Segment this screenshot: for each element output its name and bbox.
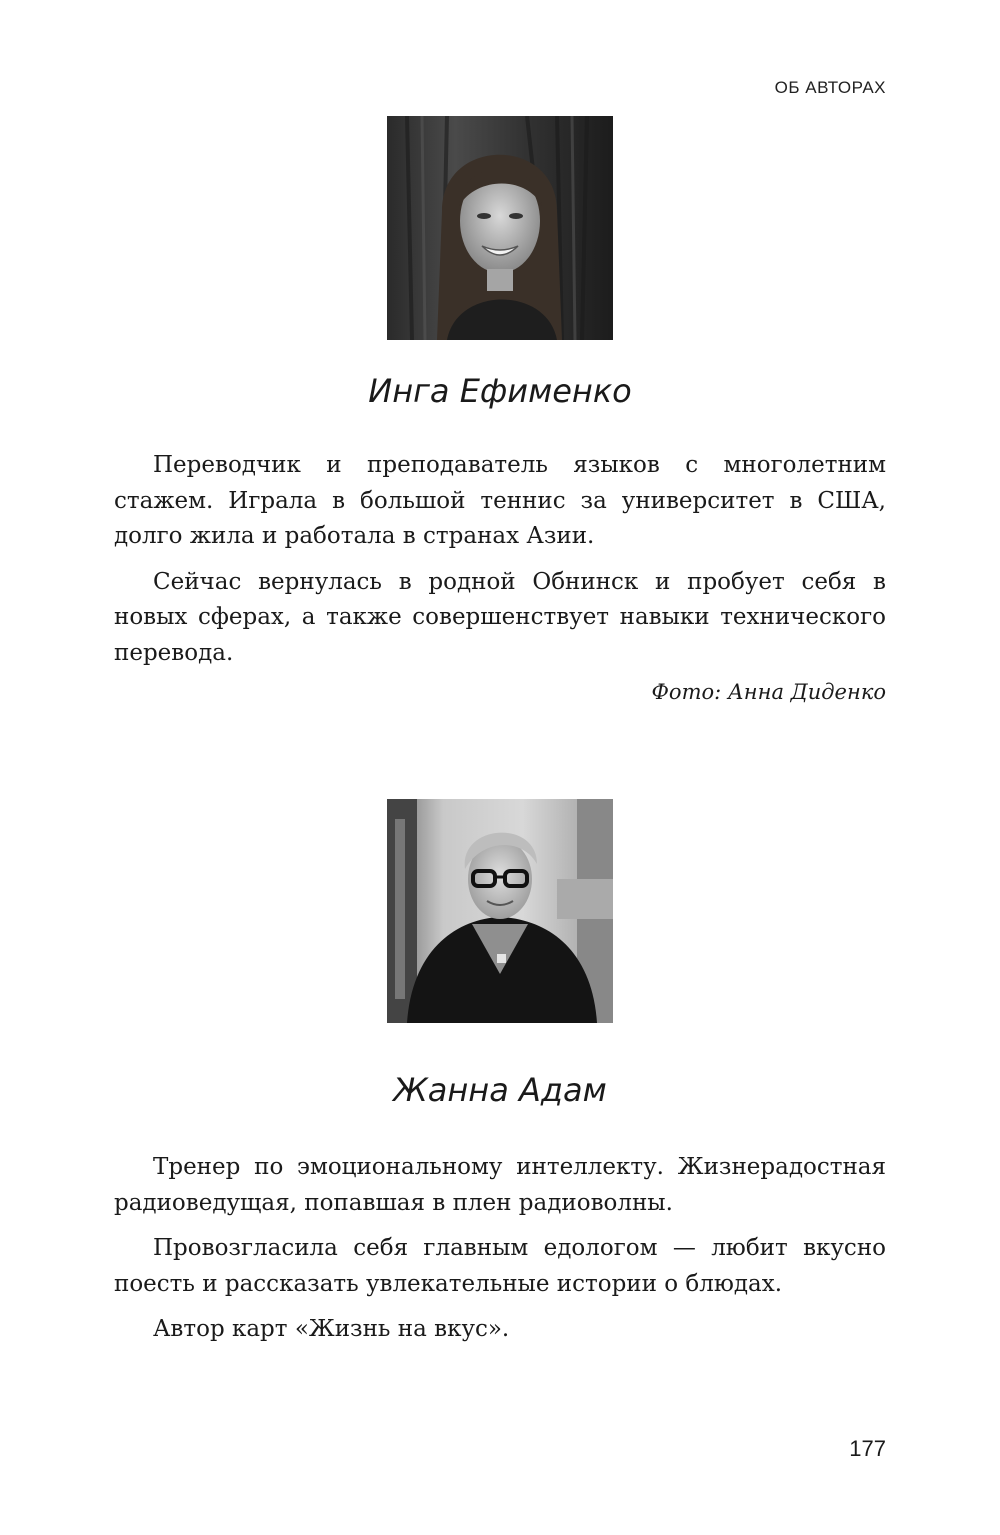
author-bio — [114, 448, 886, 681]
running-head: ОБ АВТОРАХ — [774, 78, 886, 97]
bio-paragraph: Сейчас вернулась в родной Обнинск и пробует себя в новых сферах, а также совершенствует навыки технического перевода. — [114, 568, 886, 666]
author-name: Инга Ефименко — [368, 372, 632, 410]
bio-paragraph: Автор карт «Жизнь на вкус». — [153, 1316, 510, 1342]
bio-paragraph: Переводчик и преподаватель языков с многолетним стажем. Играла в большой теннис за университет в США, долго жила и работала в странах Азии. — [114, 452, 886, 549]
author-bio — [114, 1150, 886, 1358]
page-number: 177 — [849, 1436, 886, 1461]
author-photo-zhanna — [387, 799, 613, 1023]
author-name: Жанна Адам — [393, 1071, 607, 1109]
author-photo-inga — [387, 116, 613, 340]
photo-credit: Фото: Анна Диденко — [651, 680, 886, 704]
bio-paragraph: Провозгласила себя главным едологом — любит вкусно поесть и рассказать увлекательные истории о блюдах. — [114, 1235, 886, 1297]
bio-paragraph: Тренер по эмоциональному интеллекту. Жизнерадостная радиоведущая, попавшая в плен радиоволны. — [114, 1154, 886, 1216]
